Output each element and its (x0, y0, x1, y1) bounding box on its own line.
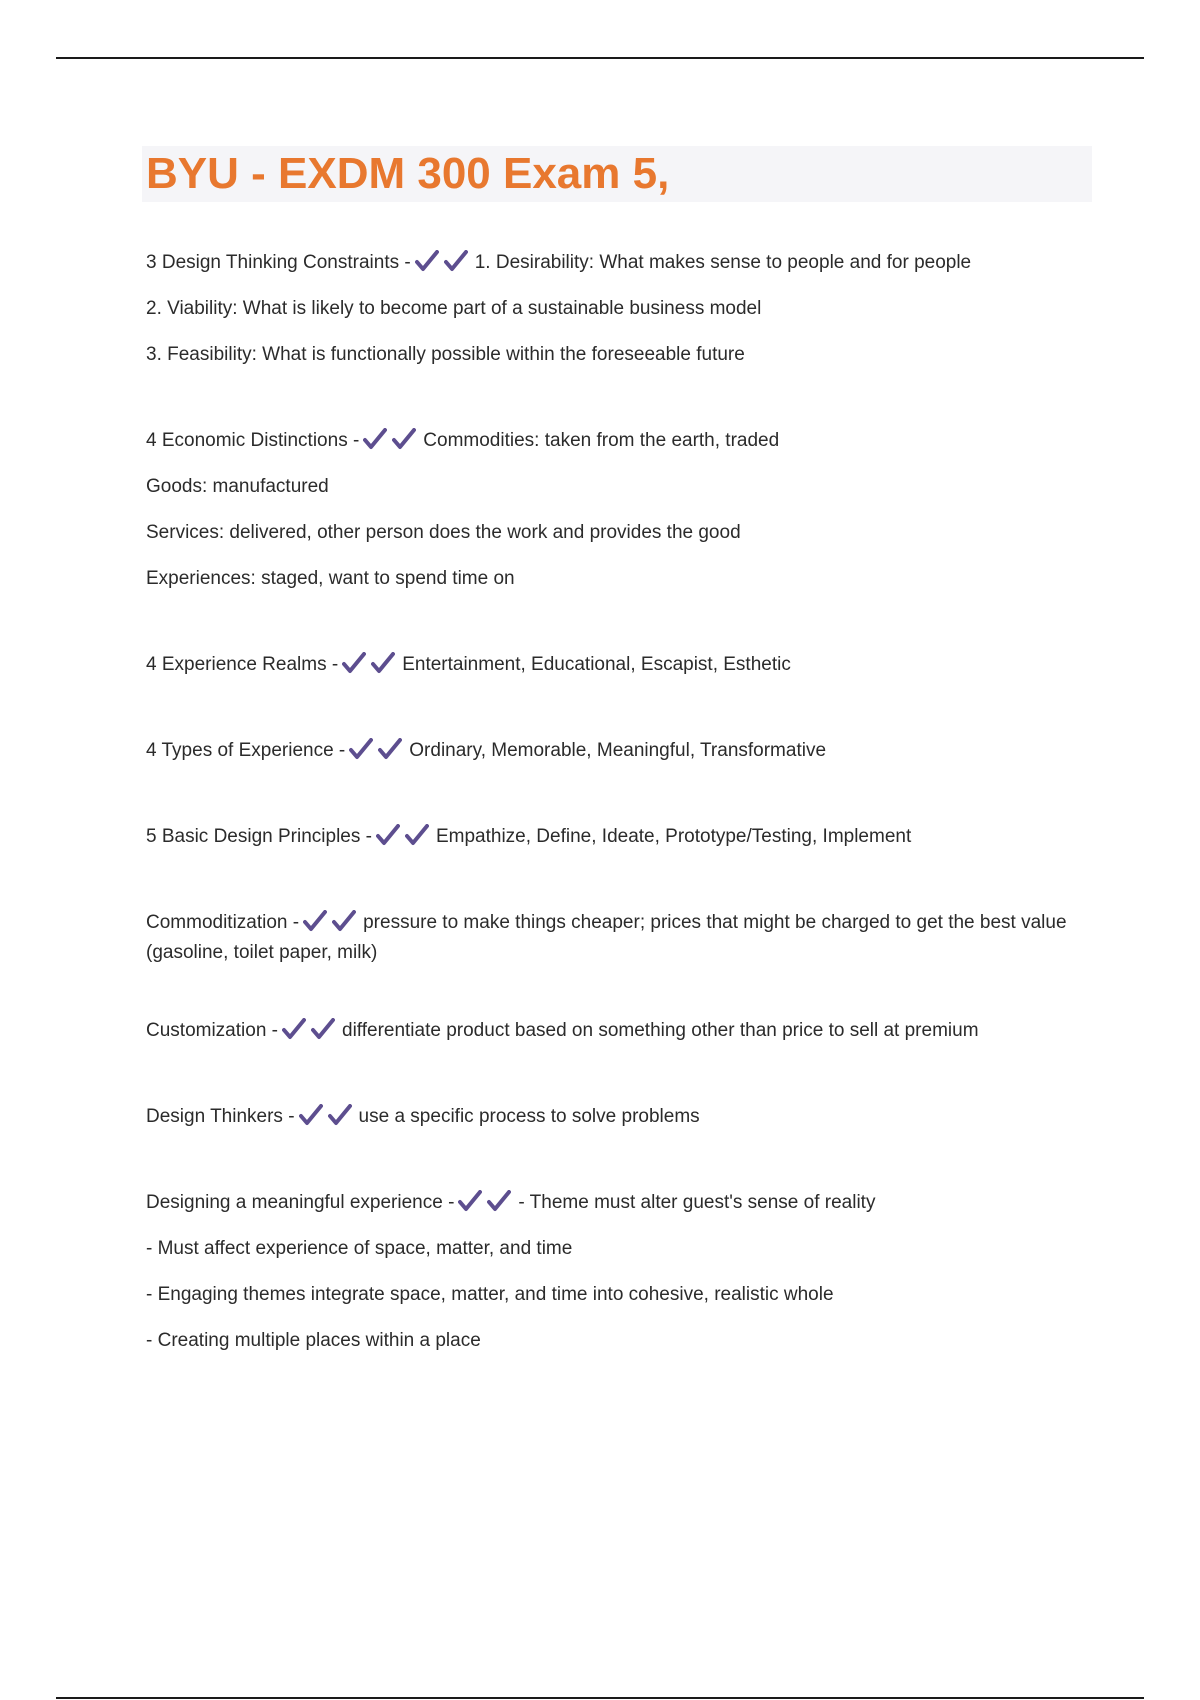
check-icon (376, 824, 400, 846)
entry-term: Designing a meaningful experience - (146, 1192, 455, 1213)
check-icon (371, 652, 395, 674)
entry-definition: differentiate product based on something other than price to sell at premium (342, 1020, 979, 1041)
entry-term: 3 Design Thinking Constraints - (146, 252, 411, 273)
double-check-marks (349, 728, 407, 774)
entry-first-line (146, 418, 1096, 464)
entry-definition: pressure to make things cheaper; prices that might be charged to get the best value (gasoline, toilet paper, milk) (146, 912, 1067, 963)
flashcard-entry (146, 1180, 1096, 1364)
entry-definition: Ordinary, Memorable, Meaningful, Transformative (409, 740, 827, 761)
entry-first-line (146, 240, 1096, 286)
entry-first-line (146, 814, 1096, 860)
entry-term: Customization - (146, 1020, 278, 1041)
document-title: BYU - EXDM 300 Exam 5, (146, 149, 670, 198)
flashcard-entry (146, 642, 1096, 688)
top-rule (56, 57, 1144, 59)
double-check-marks (282, 1008, 340, 1054)
entry-term: 5 Basic Design Principles - (146, 826, 372, 847)
entry-definition: Entertainment, Educational, Escapist, Esthetic (402, 654, 791, 675)
check-icon (378, 738, 402, 760)
double-check-marks (303, 908, 361, 938)
check-icon (415, 250, 439, 272)
double-check-marks (376, 814, 434, 860)
check-icon (332, 910, 356, 932)
check-icon (444, 250, 468, 272)
check-icon (311, 1018, 335, 1040)
entry-continuation-line: - Must affect experience of space, matter, and time (146, 1238, 573, 1259)
entry-continuation-line: Experiences: staged, want to spend time on (146, 568, 515, 589)
check-icon (299, 1104, 323, 1126)
check-icon (487, 1190, 511, 1212)
check-icon (328, 1104, 352, 1126)
entry-continuation-line: - Engaging themes integrate space, matter, and time into cohesive, realistic whole (146, 1284, 834, 1305)
entry-definition: 1. Desirability: What makes sense to people and for people (474, 252, 972, 273)
check-icon (342, 652, 366, 674)
entry-definition: - Theme must alter guest's sense of reality (518, 1192, 876, 1213)
double-check-marks (458, 1180, 516, 1226)
entry-continuation-line: - Creating multiple places within a place (146, 1330, 481, 1351)
check-icon (392, 428, 416, 450)
flashcard-entry (146, 1008, 1096, 1054)
flashcard-entry (146, 240, 1096, 378)
entry-term: Design Thinkers - (146, 1106, 295, 1127)
flashcard-entry (146, 900, 1096, 968)
entry-continuation-line: 3. Feasibility: What is functionally possible within the foreseeable future (146, 344, 745, 365)
double-check-marks (363, 418, 421, 464)
flashcard-entry (146, 1094, 1096, 1140)
entry-first-line (146, 1180, 1096, 1226)
flashcard-entry (146, 728, 1096, 774)
double-check-marks (299, 1094, 357, 1140)
entry-continuation-line: 2. Viability: What is likely to become part of a sustainable business model (146, 298, 762, 319)
check-icon (363, 428, 387, 450)
entry-first-line (146, 900, 1096, 968)
flashcard-entry (146, 814, 1096, 860)
entry-first-line (146, 642, 1096, 688)
entry-continuation-line: Services: delivered, other person does the work and provides the good (146, 522, 741, 543)
check-icon (349, 738, 373, 760)
check-icon (303, 910, 327, 932)
entry-term: 4 Experience Realms - (146, 654, 339, 675)
entry-term: 4 Types of Experience - (146, 740, 346, 761)
entry-term: 4 Economic Distinctions - (146, 430, 360, 451)
check-icon (282, 1018, 306, 1040)
entry-definition: use a specific process to solve problems (358, 1106, 700, 1127)
bottom-rule (56, 1697, 1144, 1699)
entry-first-line (146, 728, 1096, 774)
double-check-marks (415, 240, 473, 286)
entry-continuation-line: Goods: manufactured (146, 476, 329, 497)
entry-definition: Empathize, Define, Ideate, Prototype/Testing, Implement (435, 826, 912, 847)
entry-first-line (146, 1008, 1096, 1054)
flashcard-entry (146, 418, 1096, 602)
entry-first-line (146, 1094, 1096, 1140)
flashcard-list (146, 240, 1096, 1404)
double-check-marks (342, 642, 400, 688)
entry-definition: Commodities: taken from the earth, traded (423, 430, 780, 451)
entry-term: Commoditization - (146, 912, 300, 933)
check-icon (458, 1190, 482, 1212)
check-icon (405, 824, 429, 846)
